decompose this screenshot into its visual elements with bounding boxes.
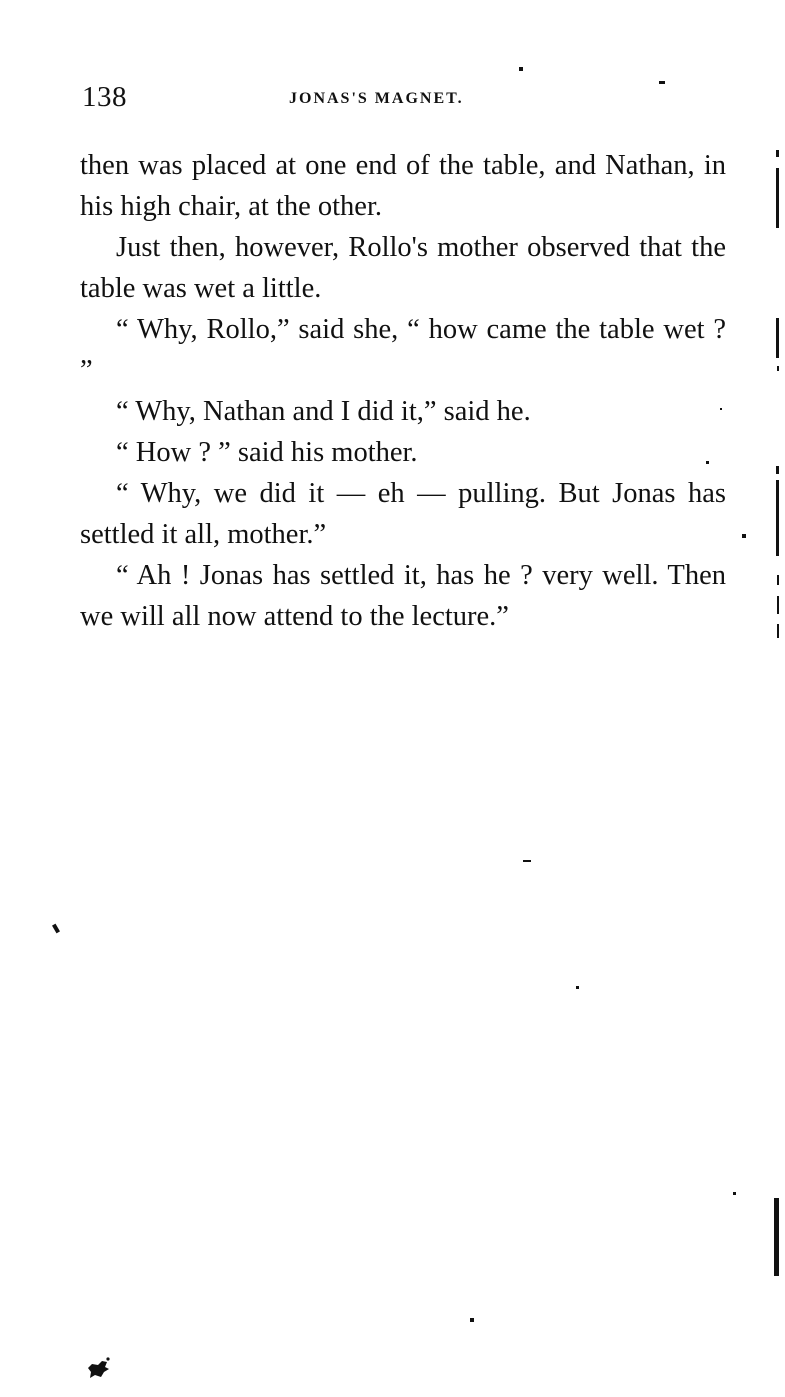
scan-speck: [733, 1192, 736, 1195]
scan-edge-bar: [774, 1198, 779, 1276]
scan-edge-bar: [776, 168, 779, 228]
scan-edge-bar: [777, 624, 779, 638]
paragraph-nathan-and-i: “ Why, Nathan and I did it,” said he.: [116, 396, 531, 427]
scan-speck: [659, 81, 665, 84]
scan-speck: [519, 67, 523, 71]
page-number: 138: [82, 81, 127, 113]
scan-edge-bar: [777, 366, 779, 371]
scan-edge-bar: [776, 150, 779, 157]
paragraph-mother-observed: Just then, however, Rollo's mother observed that the table was wet a little.: [80, 232, 726, 304]
scan-speck: [52, 924, 60, 934]
paragraph-continuation: then was placed at one end of the table, and Nathan, in his high chair, at the other.: [80, 150, 726, 222]
ink-blot: [86, 1356, 112, 1380]
scan-speck: [720, 408, 722, 410]
scan-edge-bar: [777, 596, 779, 614]
paragraph-why-rollo: “ Why, Rollo,” said she, “ how came the table wet ? ”: [80, 314, 726, 386]
scan-edge-bar: [776, 466, 779, 474]
scan-edge-bar: [776, 480, 779, 556]
scan-speck: [706, 461, 709, 464]
paragraph-how: “ How ? ” said his mother.: [116, 437, 418, 468]
scan-speck: [742, 534, 746, 538]
body-text: [80, 145, 726, 637]
running-title: JONAS'S MAGNET.: [289, 90, 464, 107]
scan-speck: [523, 860, 531, 862]
scan-speck: [470, 1318, 474, 1322]
scan-speck: [576, 986, 579, 989]
paragraph-lecture: “ Ah ! Jonas has settled it, has he ? very well. Then we will all now attend to the lecture.”: [80, 560, 726, 632]
page-header: [82, 80, 732, 120]
scan-edge-bar: [776, 318, 779, 358]
scan-edge-bar: [777, 575, 779, 585]
paragraph-pulling: “ Why, we did it — eh — pulling. But Jonas has settled it all, mother.”: [80, 478, 726, 550]
